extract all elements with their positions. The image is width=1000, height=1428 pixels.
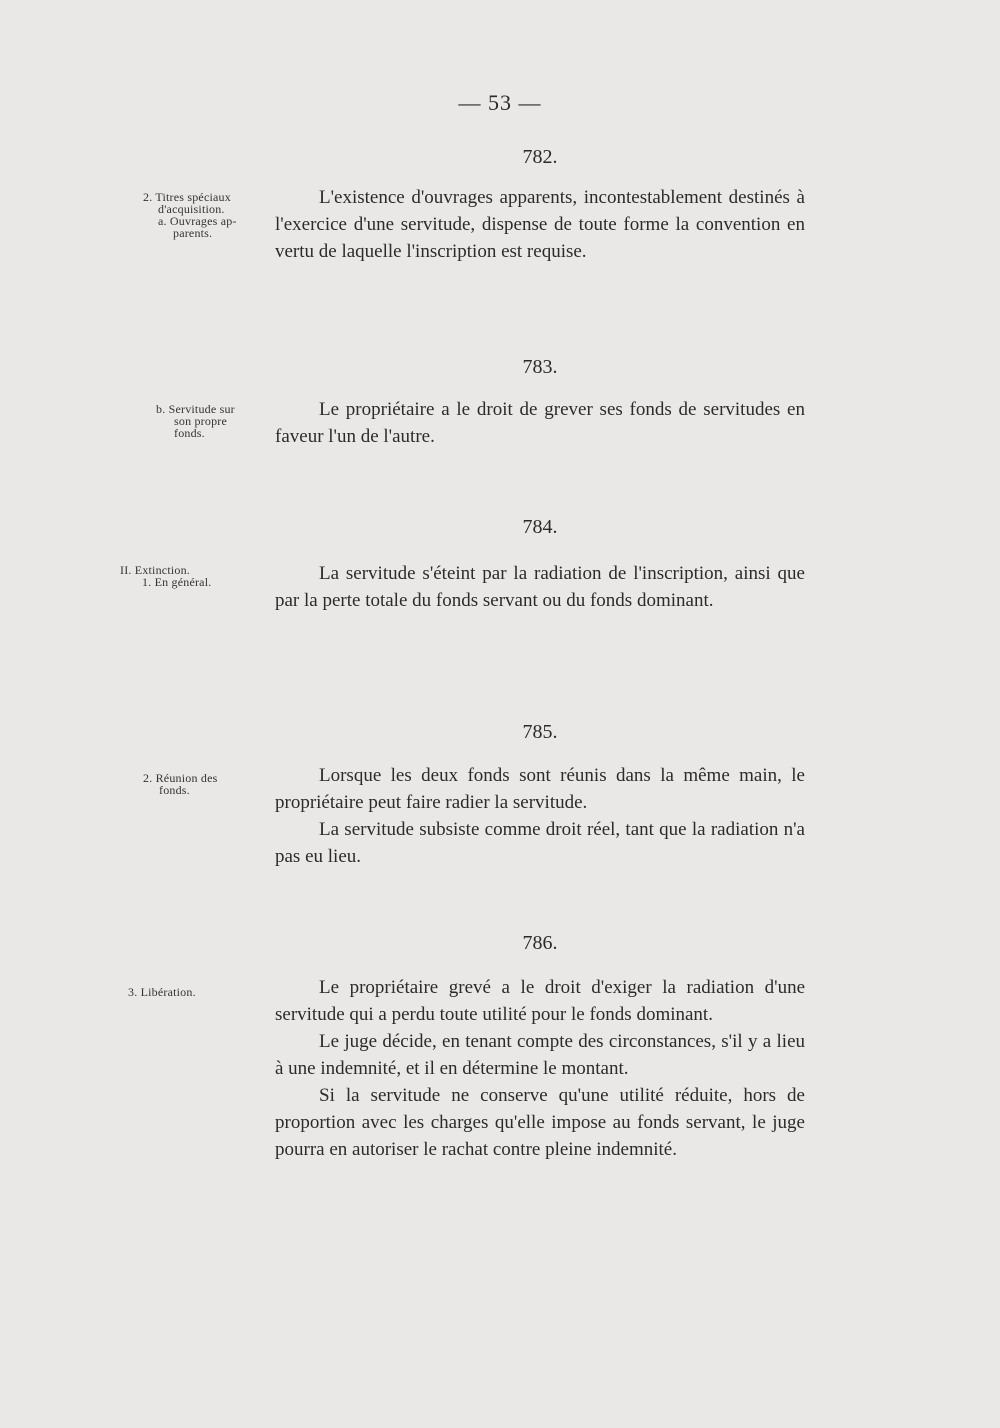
margin-note bbox=[156, 403, 264, 439]
paragraph: Le propriétaire grevé a le droit d'exiger la radiation d'une servitude qui a perdu toute utilité pour le fonds dominant. bbox=[275, 977, 805, 1025]
margin-note-line: 2. Titres spéciaux bbox=[143, 190, 231, 204]
paragraph: La servitude subsiste comme droit réel, tant que la radiation n'a pas eu lieu. bbox=[275, 819, 805, 867]
paragraph: L'existence d'ouvrages apparents, incontestablement destinés à l'exercice d'une servitude, dispense de toute forme la convention en vertu de laquelle l'inscription est requise. bbox=[275, 187, 805, 262]
margin-note-line: a. Ouvrages ap- bbox=[158, 214, 237, 228]
paragraph: La servitude s'éteint par la radiation de l'inscription, ainsi que par la perte totale du fonds servant ou du fonds dominant. bbox=[275, 563, 805, 611]
article-body bbox=[275, 396, 805, 450]
margin-note bbox=[128, 986, 248, 998]
margin-note bbox=[143, 772, 245, 796]
margin-note-line: parents. bbox=[173, 226, 213, 240]
margin-note bbox=[143, 191, 263, 239]
article-body bbox=[275, 974, 805, 1163]
margin-note-line: 1. En général. bbox=[142, 575, 212, 589]
margin-note bbox=[120, 564, 250, 588]
article-body bbox=[275, 560, 805, 614]
paragraph: Lorsque les deux fonds sont réunis dans la même main, le propriétaire peut faire radier la servitude. bbox=[275, 765, 805, 813]
margin-note-line: 3. Libération. bbox=[128, 985, 196, 999]
margin-note-line: d'acquisition. bbox=[158, 202, 225, 216]
article-number: 783. bbox=[522, 356, 558, 378]
article-number: 782. bbox=[522, 146, 558, 168]
article-number: 786. bbox=[522, 932, 558, 954]
page-number: — 53 — bbox=[458, 90, 542, 115]
article-body bbox=[275, 762, 805, 870]
margin-note-line: fonds. bbox=[174, 426, 205, 440]
margin-note-line: II. Extinction. bbox=[120, 563, 190, 577]
article-number: 784. bbox=[522, 516, 558, 538]
paragraph: Si la servitude ne conserve qu'une utilité réduite, hors de proportion avec les charges qu'elle impose au fonds servant, le juge pourra en autoriser le rachat contre pleine indemnité. bbox=[275, 1085, 805, 1160]
margin-note-line: fonds. bbox=[159, 783, 190, 797]
margin-note-line: b. Servitude sur bbox=[156, 402, 235, 416]
paragraph: Le propriétaire a le droit de grever ses fonds de servitudes en faveur l'un de l'autre. bbox=[275, 399, 805, 447]
paragraph: Le juge décide, en tenant compte des circonstances, s'il y a lieu à une indemnité, et il en détermine le montant. bbox=[275, 1031, 805, 1079]
article-number: 785. bbox=[522, 721, 558, 743]
margin-note-line: 2. Réunion des bbox=[143, 771, 218, 785]
margin-note-line: son propre bbox=[174, 414, 227, 428]
article-body bbox=[275, 184, 805, 265]
